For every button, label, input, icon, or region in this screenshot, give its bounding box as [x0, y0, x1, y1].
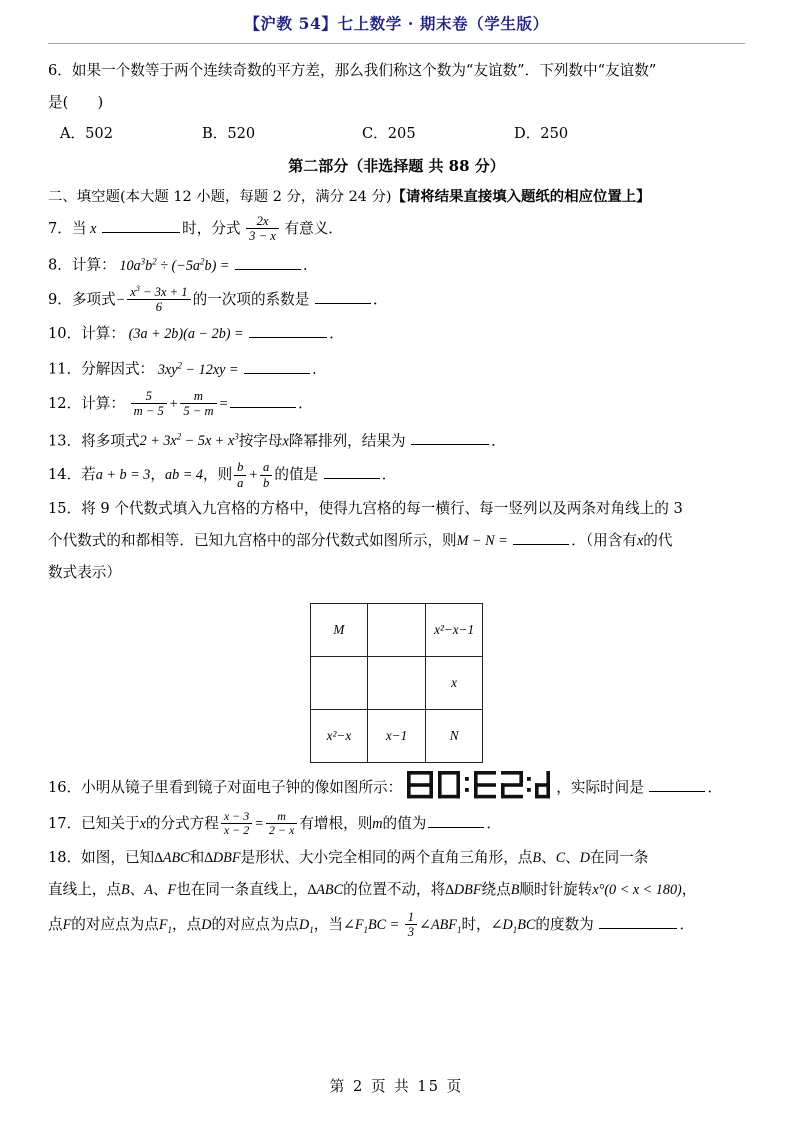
- question-6-line2-row: [48, 87, 745, 119]
- expr-sup-a: 2: [176, 431, 182, 442]
- question-12-fraction-2: [180, 389, 216, 418]
- question-7-text-a: 当: [71, 220, 87, 238]
- question-17: [48, 806, 745, 842]
- question-12-tail: ．: [298, 394, 313, 412]
- question-6-options: [48, 119, 745, 149]
- question-18-line3-g: 的度数为: [535, 916, 594, 933]
- question-18-line3: [48, 906, 745, 949]
- question-17-text-d: 的值为: [382, 815, 427, 832]
- part-2-title: 第二部分（非选择题 共 88 分）: [288, 157, 505, 176]
- expr-part-b: b: [145, 257, 153, 274]
- triangle-abc: ∆ABC: [307, 882, 344, 898]
- question-15-line2-b: ．（用含有: [571, 532, 637, 550]
- question-18-line3-e: ，当: [313, 916, 343, 933]
- angle-d1bc-suffix: BC: [517, 917, 536, 933]
- question-11-expression: [157, 359, 243, 378]
- question-15-line3: [48, 557, 745, 589]
- question-9-blank[interactable]: [315, 289, 371, 304]
- instruction-plain: 二、填空题(本大题 12 小题，每题 2 分，满分 24 分): [48, 189, 392, 206]
- question-13: [48, 422, 745, 458]
- question-18-line2-h: ，: [681, 881, 697, 898]
- num-part-b: − 3x + 1: [139, 285, 188, 300]
- instruction-bold: 【请将结果直接填入题纸的相应位置上】: [391, 188, 651, 206]
- question-9-number: 9．: [48, 290, 72, 308]
- grid-cell-r2c2: [368, 657, 426, 710]
- question-17-var-x: x: [139, 816, 146, 832]
- question-18-line1-e: 、: [565, 849, 580, 866]
- question-7-blank[interactable]: [102, 218, 180, 233]
- fraction-numerator: b: [234, 460, 246, 475]
- expr-sup-b: 2: [152, 256, 157, 267]
- expr-sup-c: 2: [200, 256, 205, 267]
- question-18-line2-b: 、: [129, 881, 145, 898]
- option-d[interactable]: D．250: [514, 125, 569, 143]
- question-14-number: 14．: [48, 466, 82, 484]
- expr-part-c: ÷ (−5a: [156, 257, 201, 274]
- question-18-line3-d: 的对应点为点: [211, 916, 300, 933]
- question-17-text-c: 有增根，则: [299, 815, 373, 832]
- fraction-denominator: a: [237, 475, 244, 490]
- question-6-number: 6．: [48, 62, 72, 80]
- expr-part-d: b) =: [204, 257, 233, 274]
- point-f1-subscript: 1: [167, 924, 172, 935]
- question-7-var-x: x: [90, 221, 97, 238]
- question-11-blank[interactable]: [244, 359, 310, 374]
- question-17-tail: ．: [486, 815, 501, 832]
- question-13-number: 13．: [48, 432, 82, 450]
- question-15-var-x: x: [636, 533, 644, 550]
- triangle-abc: ∆ABC: [154, 850, 190, 866]
- question-8-expression: [119, 258, 233, 274]
- question-14-plus: +: [248, 467, 259, 484]
- question-18-line2: [48, 874, 745, 906]
- question-18-line2-a: 直线上，点: [48, 881, 121, 898]
- grid-row: [310, 657, 483, 710]
- fraction-numerator: m: [266, 810, 297, 824]
- point-d: D: [201, 917, 212, 933]
- angle-f1bc-subscript: 1: [363, 924, 368, 935]
- question-7-number: 7．: [48, 220, 72, 238]
- angle-abf1: [419, 917, 461, 933]
- point-d1: [299, 917, 314, 933]
- question-18-line3-b: 的对应点为点: [71, 916, 159, 933]
- page-header: [48, 0, 745, 34]
- question-13-tail: ．: [491, 432, 506, 450]
- question-11: [48, 350, 745, 386]
- question-11-label: 分解因式：: [81, 360, 155, 378]
- question-12-equals: =: [218, 395, 229, 412]
- question-18-line1-c: 是形状、大小完全相同的两个直角三角形，点: [240, 849, 533, 866]
- question-7-text-b: 时，分式: [182, 220, 241, 238]
- angle-abf1-subscript: 1: [456, 924, 462, 935]
- grid-cell-r1c3: x²−x−1: [425, 604, 483, 657]
- expr-part-b: − 5x + x: [181, 433, 235, 450]
- question-16-text-b: ，实际时间是: [556, 779, 644, 797]
- question-18-line3-a: 点: [48, 916, 63, 933]
- fraction-denominator: 2 − x: [268, 823, 295, 838]
- question-12-fraction-1: [131, 389, 167, 418]
- question-6-line2: 是( ): [48, 94, 104, 112]
- header-divider: [48, 43, 745, 44]
- question-16-number: 16．: [48, 779, 82, 797]
- angle-f1bc-prefix: ∠F: [342, 917, 364, 933]
- fraction-denominator: m − 5: [133, 403, 164, 418]
- expr-sup-a: 3: [140, 256, 146, 267]
- mirrored-digital-clock-icon: [405, 769, 553, 803]
- expr-part-a: 2 + 3x: [139, 433, 177, 450]
- question-10-label: 计算：: [81, 324, 125, 342]
- point-c: C: [555, 850, 566, 866]
- angle-d1bc-prefix: ∠D: [490, 917, 513, 933]
- fraction-numerator: 5: [131, 389, 167, 404]
- question-13-text-b: 按字母: [238, 432, 283, 450]
- question-10-blank[interactable]: [249, 323, 327, 338]
- expr-part-b: − 12xy =: [181, 361, 243, 378]
- question-10-expression: (3a + 2b)(a − 2b) =: [128, 325, 248, 342]
- question-8-tail: ．: [303, 256, 318, 274]
- triangle-dbf: ∆DBF: [445, 882, 482, 898]
- fraction-numerator: 1: [405, 910, 417, 925]
- question-6-line1: 如果一个数等于两个连续奇数的平方差，那么我们称这个数为“友谊数”．下列数中“友谊数”: [71, 62, 657, 80]
- grid-cell-r1c2: [368, 604, 426, 657]
- point-d: D: [579, 850, 591, 866]
- question-9-fraction: [127, 285, 190, 314]
- question-16-tail: ．: [707, 779, 723, 797]
- question-7-text-c: 有意义．: [284, 220, 343, 238]
- page-footer: [0, 1075, 793, 1096]
- angle-abf1-prefix: ∠ABF: [419, 917, 457, 933]
- question-9-minus: −: [115, 291, 126, 308]
- question-15-blank[interactable]: [513, 530, 569, 545]
- question-17-text-a: 已知关于: [81, 815, 140, 832]
- question-9: [48, 282, 745, 318]
- question-15: [48, 493, 745, 525]
- expr-sup: 2: [177, 359, 182, 370]
- question-17-number: 17．: [48, 815, 82, 832]
- question-14-text-b: ，则: [202, 466, 233, 484]
- question-17-fraction-1: [221, 810, 252, 838]
- question-18-line2-d: 也在同一条直线上，: [176, 881, 308, 898]
- question-13-blank[interactable]: [411, 430, 489, 445]
- option-c[interactable]: C．205: [362, 125, 416, 143]
- question-17-equals: =: [254, 816, 264, 832]
- expr-sup-b: 3: [234, 431, 239, 442]
- fraction-denominator: b: [263, 475, 270, 490]
- question-10-number: 10．: [48, 324, 82, 342]
- question-8-number: 8．: [48, 256, 72, 274]
- question-16-text-a: 小明从镜子里看到镜子对面电子钟的像如图所示：: [81, 779, 403, 797]
- grid-cell-r3c2: x−1: [368, 710, 426, 763]
- question-13-text-c: 降幂排列，结果为: [288, 432, 406, 450]
- question-18: [48, 842, 745, 874]
- question-15-line3-text: 数式表示）: [48, 564, 121, 582]
- rotation-range: x°(0 < x < 180): [592, 882, 682, 898]
- question-14: [48, 457, 745, 493]
- question-13-text-a: 将多项式: [81, 432, 140, 450]
- question-18-line2-g: 顺时针旋转: [519, 881, 593, 898]
- grid-cell-r3c1: x²−x: [310, 710, 368, 763]
- num-sup: 3: [135, 283, 140, 293]
- grid-cell-r2c1: [310, 657, 368, 710]
- question-18-fraction: [405, 910, 417, 939]
- grid-cell-r3c3: N: [425, 710, 483, 763]
- point-f1-letter: F: [158, 917, 168, 933]
- question-18-line3-c: ，点: [172, 916, 202, 933]
- question-9-text-b: 的一次项的系数是: [192, 290, 310, 308]
- question-14-comma: ，: [150, 466, 166, 484]
- question-14-blank[interactable]: [324, 464, 380, 479]
- question-8: [48, 246, 745, 282]
- question-11-number: 11．: [48, 360, 82, 378]
- angle-d1bc: [491, 917, 536, 933]
- question-9-tail: ．: [373, 290, 388, 308]
- question-15-line1: 将 9 个代数式填入九宫格的方格中，使得九宫格的每一横行、每一竖列以及两条对角线上的 3: [81, 500, 683, 518]
- question-8-label: 计算：: [71, 256, 116, 274]
- question-13-var-x: x: [282, 433, 289, 450]
- question-8-blank[interactable]: [235, 255, 301, 270]
- question-14-tail: ．: [381, 466, 397, 484]
- question-7-fraction: [246, 214, 279, 243]
- angle-f1bc-suffix: BC =: [367, 917, 403, 933]
- point-f: F: [62, 917, 72, 933]
- point-b: B: [510, 882, 520, 898]
- magic-square-grid: [310, 603, 484, 763]
- question-17-blank[interactable]: [428, 813, 484, 828]
- question-16-blank[interactable]: [649, 777, 705, 792]
- question-12-plus: +: [168, 395, 179, 412]
- question-12-blank[interactable]: [230, 393, 296, 408]
- grid-cell-r1c1: M: [310, 604, 368, 657]
- num-part-a: x: [130, 285, 136, 300]
- fraction-numerator: m: [180, 389, 216, 404]
- grid-row: [310, 604, 483, 657]
- question-18-blank[interactable]: [599, 914, 677, 929]
- fraction-numerator: x − 3: [221, 810, 252, 824]
- point-b: B: [532, 850, 542, 866]
- question-18-line2-c: 、: [152, 881, 168, 898]
- question-15-expression: M − N =: [456, 533, 512, 550]
- fraction-denominator: x − 2: [223, 823, 250, 838]
- fraction-denominator: 3: [407, 925, 415, 940]
- question-17-fraction-2: [266, 810, 297, 838]
- option-a[interactable]: A．502: [60, 125, 113, 143]
- question-18-line1-a: 如图，已知: [81, 849, 155, 866]
- page-number-text: 第 2 页 共 15 页: [329, 1078, 464, 1095]
- question-14-fraction-1: [234, 460, 246, 489]
- fill-in-blank-instruction: [48, 182, 745, 212]
- question-18-number: 18．: [48, 849, 82, 866]
- fraction-numerator: a: [260, 460, 272, 475]
- expr-part-a: 3xy: [157, 361, 178, 378]
- question-14-expr-b: ab = 4: [165, 467, 203, 484]
- question-18-line3-f: 时，: [461, 916, 491, 933]
- question-17-text-b: 的分式方程: [145, 815, 219, 832]
- question-18-line1-f: 在同一条: [590, 849, 649, 866]
- question-12-label: 计算：: [81, 394, 125, 412]
- point-f: F: [167, 882, 177, 898]
- question-18-line1-d: 、: [541, 849, 556, 866]
- angle-f1bc: [343, 917, 403, 933]
- point-f1: [159, 917, 172, 933]
- question-7: [48, 212, 745, 246]
- question-14-text-a: 若: [81, 466, 96, 484]
- option-b[interactable]: B．520: [202, 125, 256, 143]
- question-15-line2-c: 的代: [643, 532, 673, 550]
- triangle-dbf: ∆DBF: [204, 850, 241, 866]
- question-17-var-m: m: [372, 816, 383, 832]
- magic-square-figure: [48, 603, 745, 763]
- question-15-line2-a: 个代数式的和都相等．已知九宫格中的部分代数式如图所示，则: [48, 532, 457, 550]
- question-11-tail: ．: [312, 360, 327, 378]
- question-18-tail: ．: [679, 916, 695, 933]
- question-14-expr-a: a + b = 3: [95, 467, 151, 484]
- fraction-denominator: 3 − x: [249, 229, 276, 244]
- fraction-numerator: [127, 285, 190, 300]
- fraction-denominator: 5 − m: [183, 403, 214, 418]
- question-16: [48, 771, 745, 806]
- fraction-numerator: 2x: [246, 214, 279, 229]
- question-12-number: 12．: [48, 394, 82, 412]
- question-10: [48, 318, 745, 350]
- question-18-line2-e: 的位置不动，将: [343, 881, 446, 898]
- question-15-number: 15．: [48, 500, 82, 518]
- question-18-line1-b: 和: [189, 849, 205, 866]
- question-10-tail: ．: [329, 324, 344, 342]
- question-18-line2-f: 绕点: [481, 881, 511, 898]
- grid-row: [310, 710, 483, 763]
- question-12: [48, 386, 745, 422]
- angle-d1bc-subscript: 1: [512, 924, 518, 935]
- point-b: B: [120, 882, 130, 898]
- point-d1-subscript: 1: [309, 924, 314, 935]
- question-6: [48, 55, 745, 87]
- grid-cell-r2c3: x: [425, 657, 483, 710]
- question-14-text-c: 的值是: [274, 466, 319, 484]
- question-15-line2: [48, 525, 745, 557]
- point-a: A: [144, 882, 153, 898]
- question-13-expression: [140, 433, 239, 449]
- fraction-denominator: 6: [155, 300, 163, 315]
- question-14-fraction-2: [260, 460, 272, 489]
- document-title: 【沪教 54】七上数学 · 期末卷（学生版）: [244, 14, 549, 33]
- question-9-text-a: 多项式: [71, 290, 116, 308]
- expr-part-a: 10a: [119, 257, 141, 274]
- point-d1-letter: D: [299, 917, 310, 933]
